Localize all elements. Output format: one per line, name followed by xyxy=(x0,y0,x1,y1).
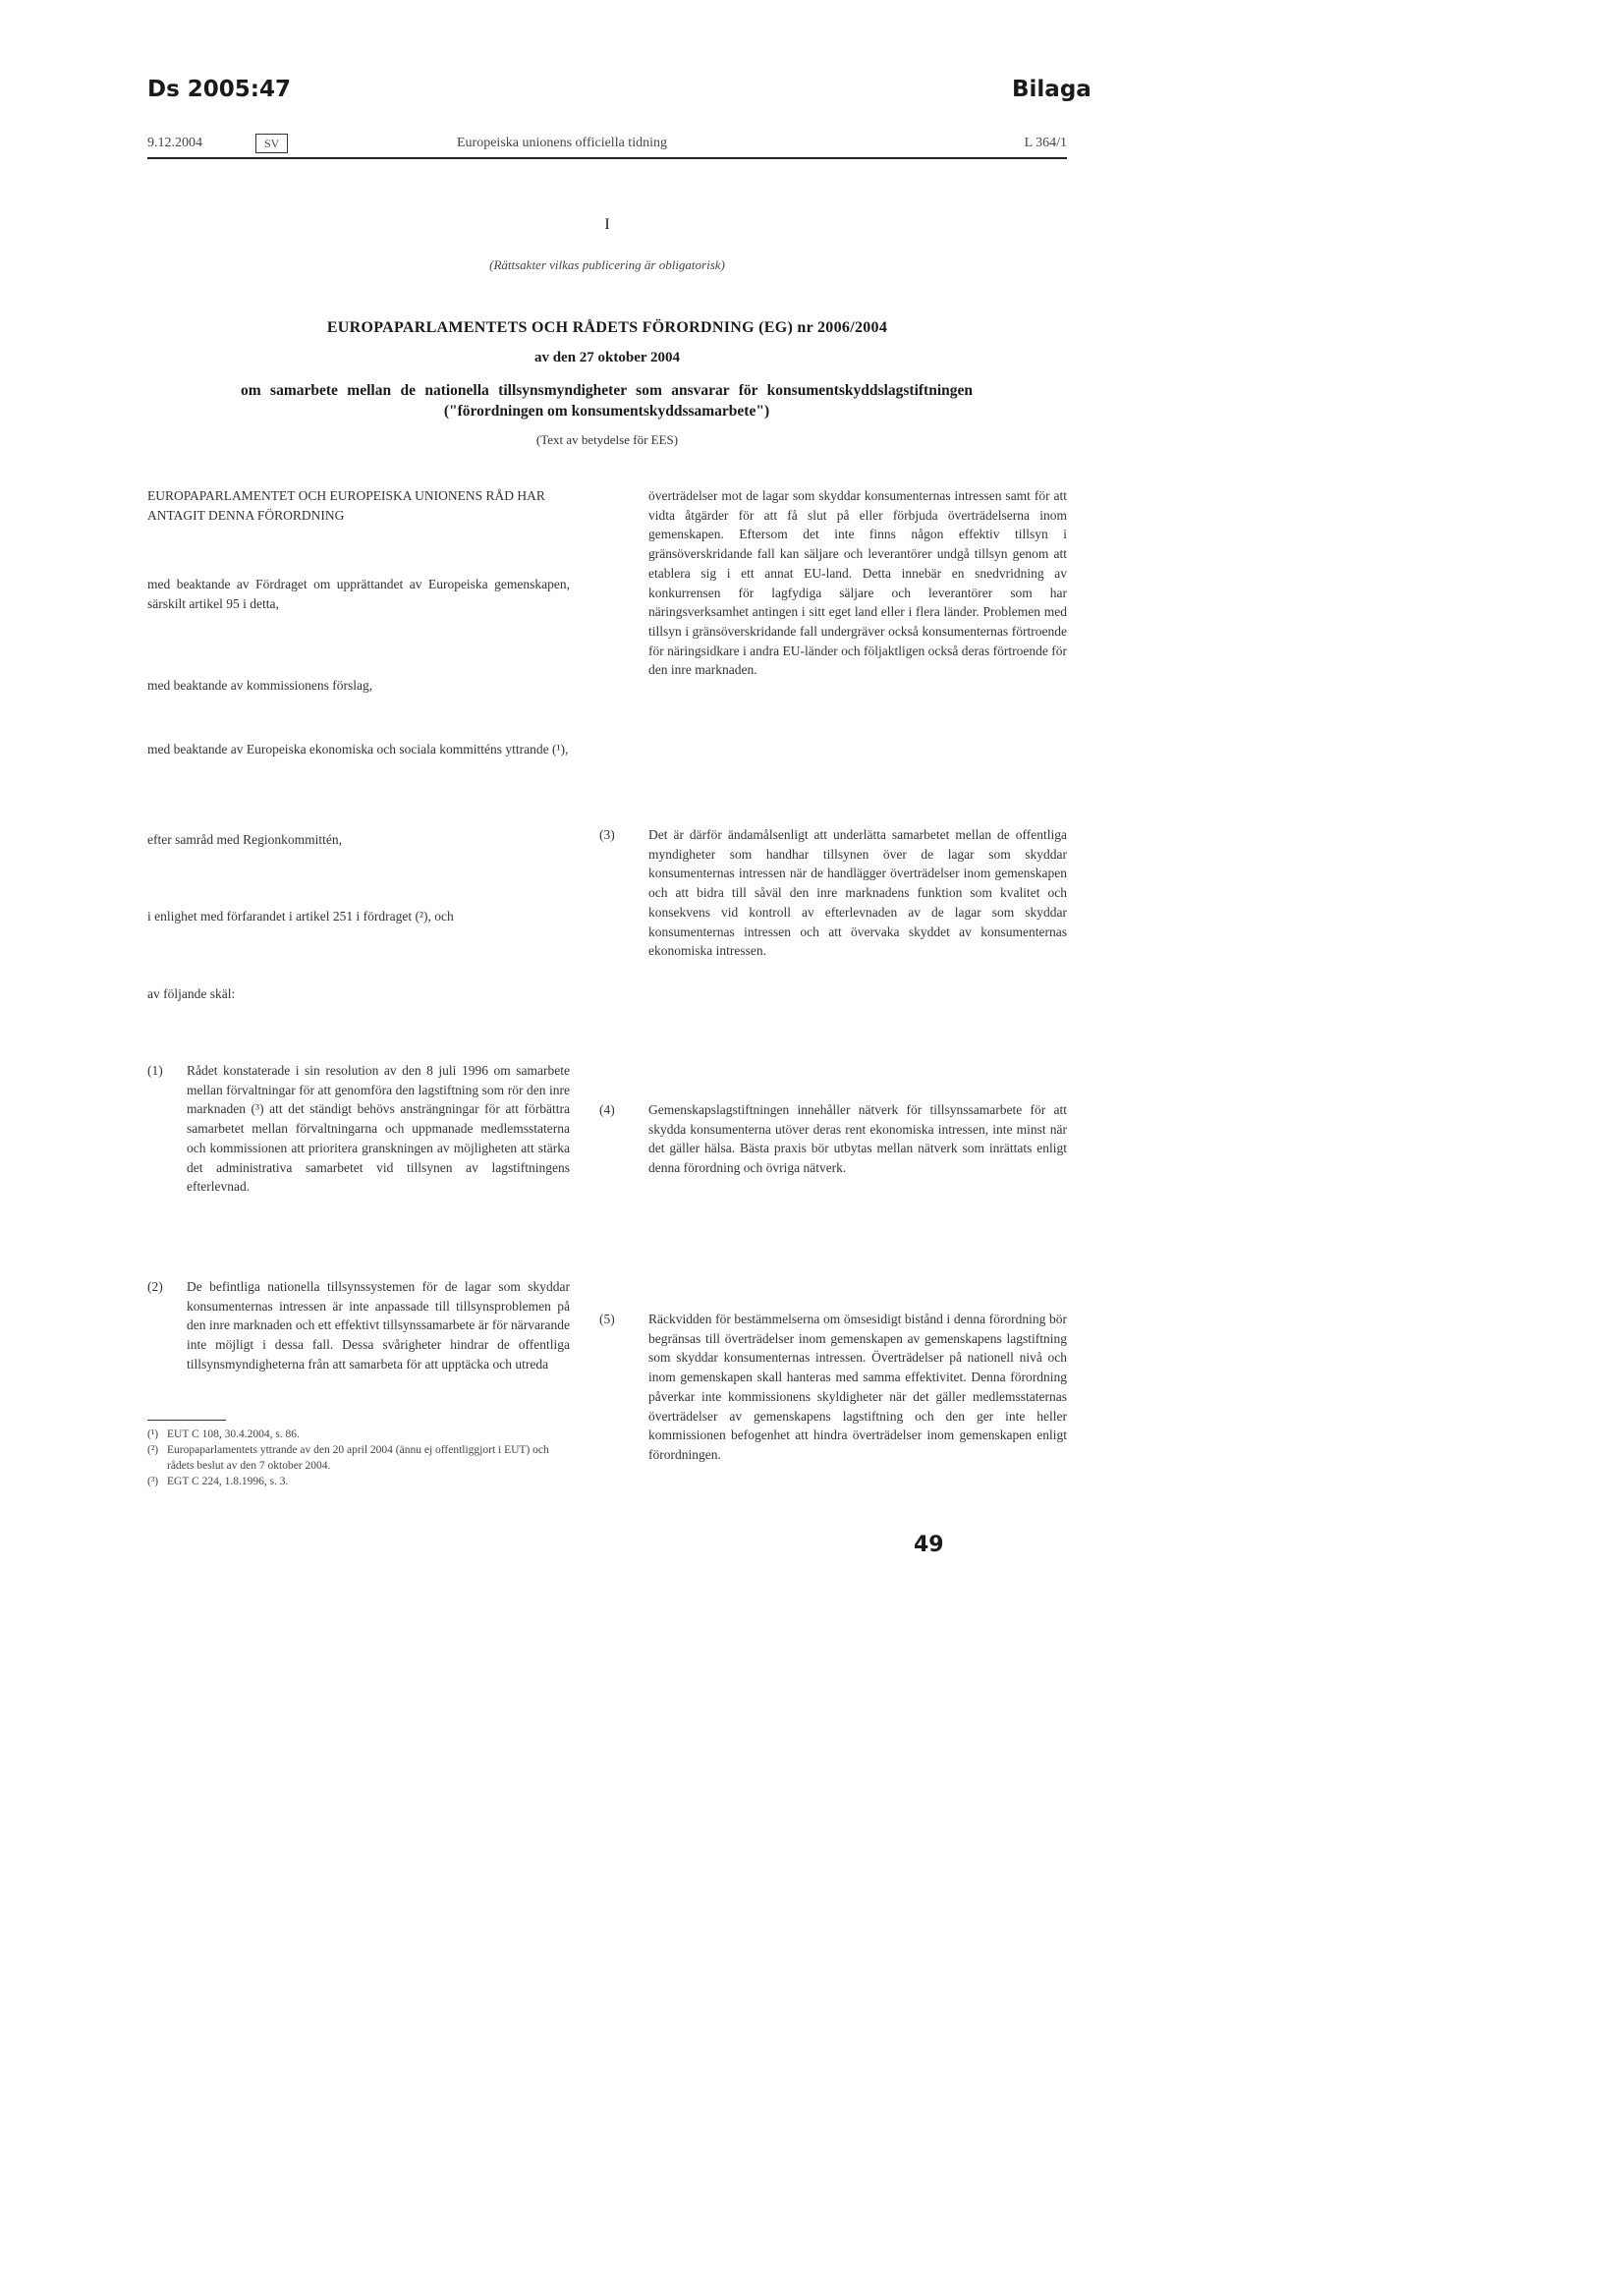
enacting-intro: EUROPAPARLAMENTET OCH EUROPEISKA UNIONENS RÅD HAR ANTAGIT DENNA FÖRORDNING xyxy=(147,488,545,523)
recital-continuation: överträdelser mot de lagar som skyddar konsumenternas intressen samt för att vidta åtgärder för att få slut på eller förbjuda överträdelserna inom gemenskapen. Eftersom det inte finns någon effektiv tillsyn i gränsöverskridande fall kan säljare och leverantörer undgå tillsyn genom att etablera sig i ett annat EU-land. Detta innebär en snedvridning av konkurrensen för lagfydiga säljare och leverantörer som har näringsverksamhet antingen i sitt eget land eller i flera länder. Problemen med tillsyn i gränsöverskridande fall undergräver också konsumenternas förtroende för näringsidkare i andra EU-länder och följaktligen också deras förtroende för den inre marknaden. xyxy=(648,488,1067,678)
regulation-date: av den 27 oktober 2004 xyxy=(533,350,681,365)
citation: med beaktande av Europeiska ekonomiska och sociala kommitténs yttrande (¹), xyxy=(147,742,569,756)
recital-number: (2) xyxy=(147,1279,163,1294)
recital-text: Rådet konstaterade i sin resolution av den 8 juli 1996 om samarbete mellan förvaltningar för att genomföra den lagstiftning som rör den inre marknaden (³) att det ständigt behövs ansträngningar för att förbättra samarbetet mellan förvaltningarna och uppmanade medlemsstaterna och kommissionen att prioritera granskningen av möjligheten att stärka det administrativa samarbetet vid tillsynen av lagstiftningens efterlevnad. xyxy=(187,1063,570,1195)
language-badge: SV xyxy=(255,134,288,153)
recital-text: Räckvidden för bestämmelserna om ömsesidigt bistånd i denna förordning bör begränsas till överträdelser inom gemenskapen av gemenskapens lagstiftning som skyddar konsumenternas intressen. Överträdelser på nationell nivå och inom gemenskapen skall hanteras med samma effektivitet. Denna förordning påverkar inte kommissionens skyldigheter när det gäller medlemsstaternas överträdelser av gemenskapens lagstiftning och den ger inte heller kommissionen befogenhet att hindra överträdelser inom gemenskapen enligt förordningen. xyxy=(648,1312,1067,1462)
citation: av följande skäl: xyxy=(147,986,236,1001)
citation: i enlighet med förfarandet i artikel 251 i fördraget (²), och xyxy=(147,909,454,924)
footnote-mark: (²) xyxy=(147,1444,159,1456)
section-subtitle: (Rättsakter vilkas publicering är obligatorisk) xyxy=(489,257,725,272)
recital-number: (1) xyxy=(147,1063,163,1078)
regulation-title: EUROPAPARLAMENTETS OCH RÅDETS FÖRORDNING (EG) nr 2006/2004 xyxy=(326,319,888,336)
journal-header xyxy=(147,134,1067,159)
citation: efter samråd med Regionkommittén, xyxy=(147,832,342,847)
footnote xyxy=(147,1427,570,1442)
recital-text: De befintliga nationella tillsynssystemen för de lagar som skyddar konsumenternas intressen är inte anpassade till tillsynsproblemen på den inre marknaden och ett effektivt tillsynssamarbete är för närvarande inte möjligt i dessa fall. Dessa svårigheter hindrar de offentliga tillsynsmyndigheterna från att samarbeta för att upptäcka och utreda xyxy=(187,1279,570,1371)
recital-text: Det är därför ändamålsenligt att underlätta samarbetet mellan de offentliga myndigheter som handhar tillsynen över de lagar som skyddar konsumenternas intressen när de handlägger överträdelser inom gemenskapen och att bidra till såväl den inre marknadens funktion som kvalitet och konsekvens vid kontroll av efterlevnaden av de lagar som skyddar konsumenternas intressen och att övervaka skyddet av konsumenternas ekonomiska intressen. xyxy=(648,827,1067,959)
footnote-mark: (¹) xyxy=(147,1428,159,1440)
eea-relevance: (Text av betydelse för EES) xyxy=(535,432,679,447)
footnote-text: Europaparlamentets yttrande av den 20 april 2004 (ännu ej offentliggjort i EUT) och rådets beslut av den 7 oktober 2004. xyxy=(167,1444,549,1472)
page-reference: L 364/1 xyxy=(1024,136,1067,150)
recital-number: (5) xyxy=(599,1312,615,1326)
recital-number: (4) xyxy=(599,1102,615,1117)
footnote xyxy=(147,1442,570,1474)
section-numeral: I xyxy=(604,216,610,233)
regulation-subject: om samarbete mellan de nationella tillsynsmyndigheter som ansvarar för konsumentskyddslagstiftningen ("förordningen om konsumentskyddssamarbete") xyxy=(241,382,973,420)
citation: med beaktande av Fördraget om upprättandet av Europeiska gemenskapen, särskilt artikel 95 i detta, xyxy=(147,577,570,611)
header-date: 9.12.2004 xyxy=(147,136,202,150)
footnotes xyxy=(147,1427,570,1489)
footnote-text: EGT C 224, 1.8.1996, s. 3. xyxy=(167,1476,289,1487)
footnote xyxy=(147,1474,570,1489)
publication-name: Europeiska unionens officiella tidning xyxy=(457,136,667,150)
document-number: Ds 2005:47 xyxy=(147,77,292,102)
recital-number: (3) xyxy=(599,827,615,842)
footnote-mark: (³) xyxy=(147,1476,159,1487)
recital-text: Gemenskapslagstiftningen innehåller nätverk för tillsynssamarbete för att skydda konsumenterna utöver deras rent ekonomiska intressen, inte minst när det gäller hälsa. Bästa praxis bör utbytas mellan nätverk som inrättats enligt denna förordning och övriga nätverk. xyxy=(648,1102,1067,1176)
footnote-text: EUT C 108, 30.4.2004, s. 86. xyxy=(167,1428,300,1440)
attachment-label: Bilaga xyxy=(1012,77,1092,102)
citation: med beaktande av kommissionens förslag, xyxy=(147,678,373,693)
footnote-divider xyxy=(147,1420,226,1421)
page-number: 49 xyxy=(914,1533,944,1557)
